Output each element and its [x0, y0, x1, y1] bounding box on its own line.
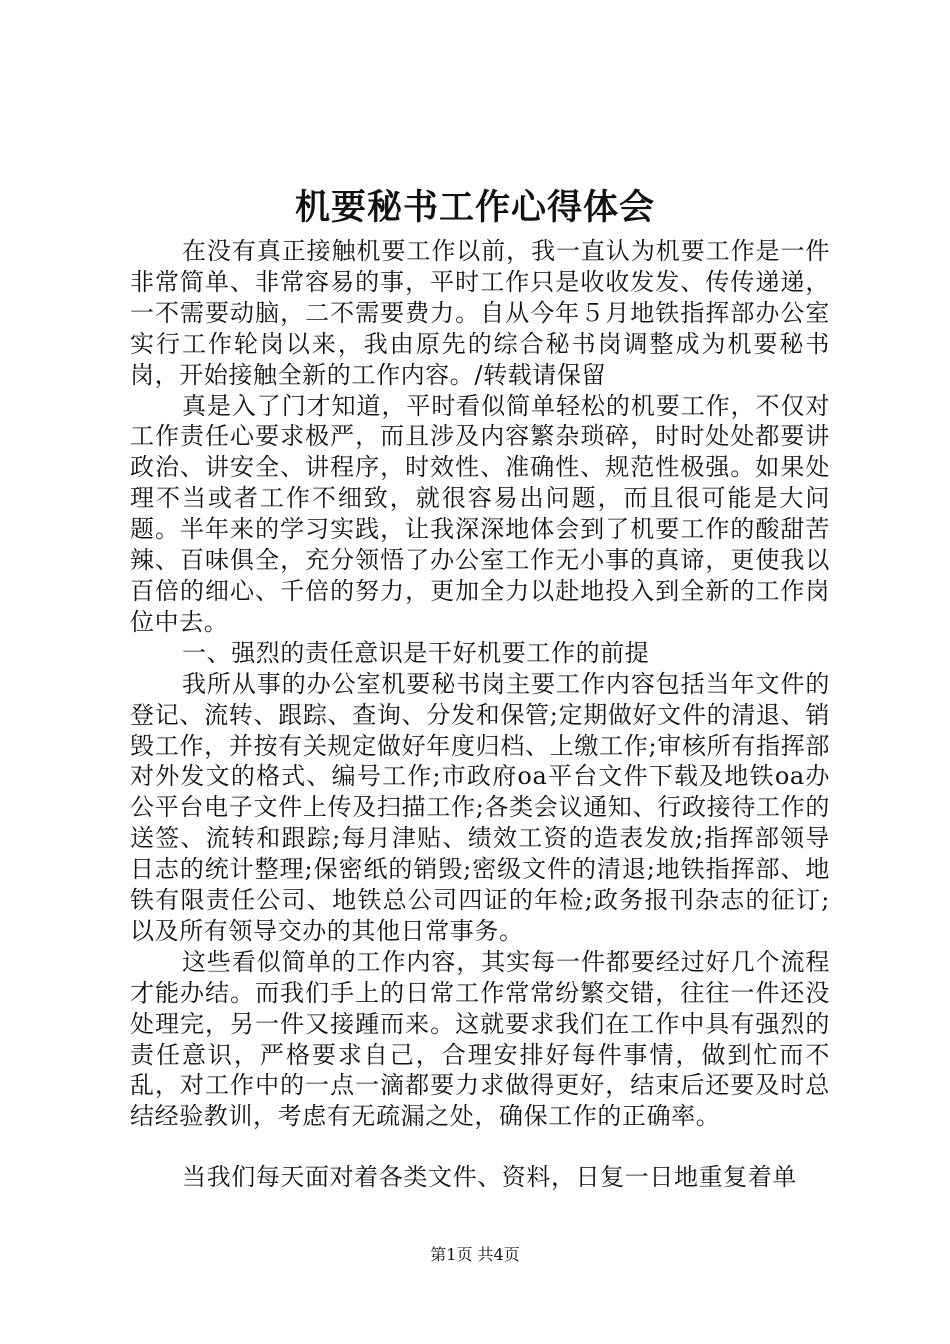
- paragraph-process: 这些看似简单的工作内容，其实每一件都要经过好几个流程才能办结。而我们手上的日常工作常常纷繁交错，往往一件还没处理完，另一件又接踵而来。这就要求我们在工作中具有强烈的责任意识，严格要求自己，合理安排好每件事情，做到忙而不乱，对工作中的一点一滴都要力求做得更好，结束后还要及时总结经验教训，考虑有无疏漏之处，确保工作的正确率。: [130, 947, 830, 1131]
- section-heading-responsibility: 一、强烈的责任意识是干好机要工作的前提: [182, 638, 650, 667]
- paragraph-duties: 我所从事的办公室机要秘书岗主要工作内容包括当年文件的登记、流转、跟踪、查询、分发和保管;定期做好文件的清退、销毁工作，并按有关规定做好年度归档、上缴工作;审核所有指挥部对外发文的格式、编号工作;市政府oa平台文件下载及地铁oa办公平台电子文件上传及扫描工作;各类会议通知、行政接待工作的送签、流转和跟踪;每月津贴、绩效工资的造表发放;指挥部领导日志的统计整理;保密纸的销毁;密级文件的清退;地铁指挥部、地铁有限责任公司、地铁总公司四证的年检;政务报刊杂志的征订;以及所有领导交办的其他日常事务。: [130, 669, 830, 945]
- paragraph-intro: 在没有真正接触机要工作以前，我一直认为机要工作是一件非常简单、非常容易的事，平时工作只是收收发发、传传递递，一不需要动脑，二不需要费力。自从今年５月地铁指挥部办公室实行工作轮岗以来，我由原先的综合秘书岗调整成为机要秘书岗，开始接触全新的工作内容。/转载请保留: [130, 237, 830, 389]
- document-title: 机要秘书工作心得体会: [294, 188, 655, 228]
- paragraph-continued: 当我们每天面对着各类文件、资料，日复一日地重复着单: [182, 1163, 797, 1192]
- document-body: [130, 236, 830, 1193]
- page-number-footer: 第1页 共4页: [430, 1245, 520, 1264]
- paragraph-learning: 真是入了门才知道，平时看似简单轻松的机要工作，不仅对工作责任心要求极严，而且涉及内容繁杂琐碎，时时处处都要讲政治、讲安全、讲程序，时效性、准确性、规范性极强。如果处理不当或者工作不细致，就很容易出问题，而且很可能是大问题。半年来的学习实践，让我深深地体会到了机要工作的酸甜苦辣、百味俱全，充分领悟了办公室工作无小事的真谛，更使我以百倍的细心、千倍的努力，更加全力以赴地投入到全新的工作岗位中去。: [130, 391, 830, 636]
